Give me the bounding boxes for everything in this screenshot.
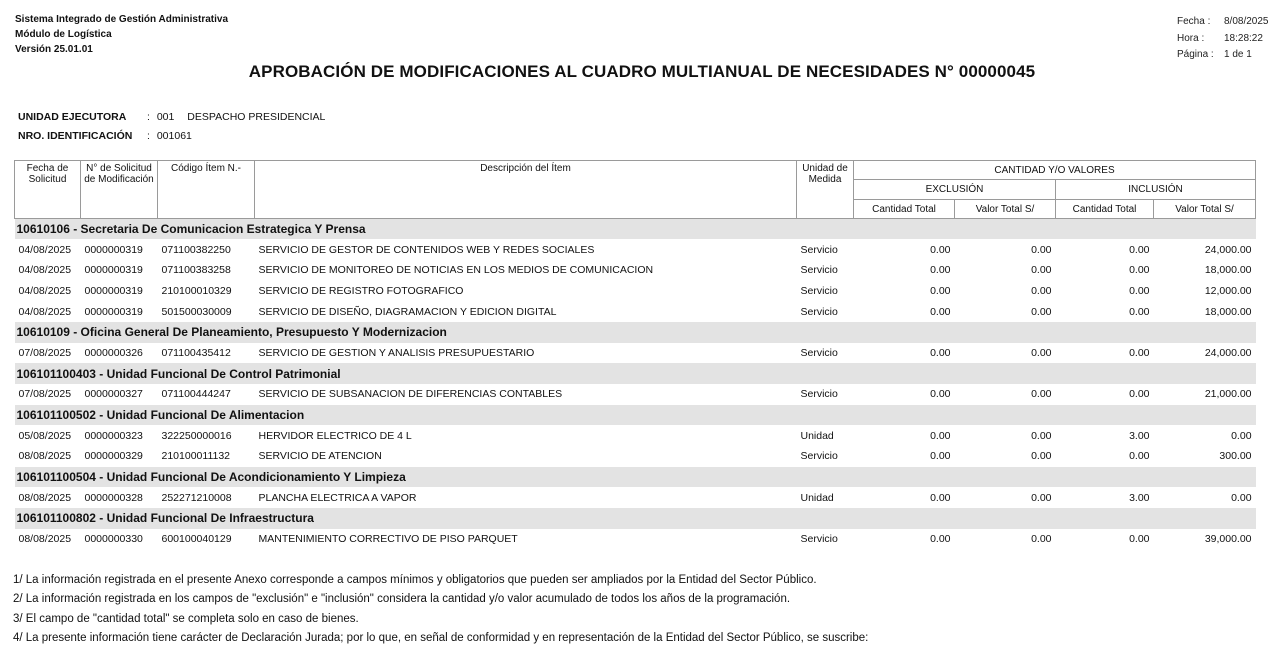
unidad-cell: Unidad [800, 429, 834, 442]
codigo-cell: 210100010329 [161, 284, 232, 297]
incl-cantidad-cell: 0.00 [1129, 305, 1150, 318]
excl-valor-cell: 0.00 [1031, 305, 1052, 318]
footnote: 2/ La información registrada en los campos de "exclusión" e "inclusión" considera la cantidad y/o valor acumulado de todos los años de la programación. [13, 593, 791, 606]
descripcion-cell: SERVICIO DE MONITOREO DE NOTICIAS EN LOS MEDIOS DE COMUNICACION [258, 264, 654, 277]
col-descripcion: Descripción del Ítem [255, 161, 797, 219]
incl-cantidad-cell: 0.00 [1129, 346, 1150, 359]
report-datetime [1177, 14, 1269, 64]
descripcion-cell: SERVICIO DE GESTION Y ANALISIS PRESUPUESTARIO [258, 346, 535, 359]
descripcion-cell: SERVICIO DE REGISTRO FOTOGRAFICO [258, 284, 464, 297]
descripcion-cell: SERVICIO DE SUBSANACION DE DIFERENCIAS CONTABLES [258, 388, 563, 401]
codigo-cell: 252271210008 [161, 491, 232, 504]
fecha-cell: 04/08/2025 [18, 243, 72, 256]
group-header-row [15, 405, 1256, 426]
unidad-cell: Servicio [800, 243, 838, 256]
incl-cantidad-cell: 0.00 [1129, 533, 1150, 546]
excl-cantidad-cell: 0.00 [930, 491, 951, 504]
descripcion-cell: HERVIDOR ELECTRICO DE 4 L [258, 429, 412, 442]
incl-cantidad-cell: 0.00 [1129, 450, 1150, 463]
excl-cantidad-cell: 0.00 [930, 284, 951, 297]
nro-label: NRO. IDENTIFICACIÓN [18, 130, 133, 142]
table-row [15, 239, 1256, 260]
unidad-code: 001 [156, 111, 175, 123]
excl-cantidad-cell: 0.00 [930, 388, 951, 401]
col-solicitud: N° de Solicitud de Modificación [81, 161, 158, 219]
fecha-cell: 07/08/2025 [18, 346, 72, 359]
unidad-cell: Unidad [800, 491, 834, 504]
excl-cantidad-cell: 0.00 [930, 264, 951, 277]
table-row [15, 487, 1256, 508]
col-codigo: Código Ítem N.- [158, 161, 255, 219]
fecha-cell: 08/08/2025 [18, 533, 72, 546]
col-incl-valor: Valor Total S/ [1154, 200, 1256, 219]
incl-valor-cell: 0.00 [1231, 491, 1252, 504]
codigo-cell: 210100011132 [161, 450, 231, 463]
unidad-cell: Servicio [800, 346, 838, 359]
solicitud-cell: 0000000330 [84, 533, 143, 546]
pagina-label: Página : [1177, 49, 1214, 60]
fecha-cell: 07/08/2025 [18, 388, 72, 401]
table-row [15, 384, 1256, 405]
excl-valor-cell: 0.00 [1031, 284, 1052, 297]
codigo-cell: 322250000016 [161, 429, 232, 442]
solicitud-cell: 0000000327 [84, 388, 143, 401]
unidad-ejecutora [18, 111, 325, 123]
table-row [15, 446, 1256, 467]
excl-valor-cell: 0.00 [1031, 264, 1052, 277]
unidad-sep: : [147, 111, 150, 123]
hora-label: Hora : [1177, 32, 1205, 44]
version-label: Versión 25.01.01 [15, 44, 93, 55]
col-inclusion: INCLUSIÓN [1056, 180, 1256, 200]
pagina-value: 1 de 1 [1224, 49, 1252, 60]
fecha-cell: 04/08/2025 [18, 284, 72, 297]
col-unidad: Unidad de Medida [797, 161, 854, 219]
table-row [15, 529, 1256, 550]
excl-cantidad-cell: 0.00 [930, 305, 951, 318]
table-row [15, 260, 1256, 281]
group-title: 106101100403 - Unidad Funcional De Control Patrimonial [15, 363, 1256, 384]
table-row [15, 301, 1256, 322]
unidad-cell: Servicio [800, 533, 838, 546]
solicitud-cell: 0000000323 [84, 429, 143, 442]
incl-cantidad-cell: 0.00 [1129, 284, 1150, 297]
fecha-cell: 05/08/2025 [18, 429, 72, 442]
table-row [15, 343, 1256, 364]
solicitud-cell: 0000000329 [84, 450, 143, 463]
codigo-cell: 071100444247 [161, 388, 231, 401]
excl-cantidad-cell: 0.00 [930, 429, 951, 442]
group-title: 106101100504 - Unidad Funcional De Acondicionamiento Y Limpieza [15, 467, 1256, 488]
footnote: 4/ La presente información tiene carácter de Declaración Jurada; por lo que, en señal de conformidad y en representación de la Entidad del Sector Público, se suscribe: [13, 631, 869, 644]
incl-valor-cell: 300.00 [1219, 450, 1252, 463]
group-title: 106101100502 - Unidad Funcional De Alimentacion [15, 405, 1256, 426]
report-title: APROBACIÓN DE MODIFICACIONES AL CUADRO MULTIANUAL DE NECESIDADES N° 00000045 [248, 62, 1036, 81]
table-row [15, 281, 1256, 302]
nro-value: 001061 [156, 130, 192, 142]
unidad-cell: Servicio [800, 450, 838, 463]
col-excl-cantidad: Cantidad Total [854, 200, 955, 219]
unidad-name: DESPACHO PRESIDENCIAL [187, 111, 326, 123]
footnote: 3/ El campo de "cantidad total" se completa solo en caso de bienes. [13, 612, 359, 625]
descripcion-cell: PLANCHA ELECTRICA A VAPOR [258, 491, 417, 504]
incl-valor-cell: 0.00 [1231, 429, 1252, 442]
unidad-cell: Servicio [800, 284, 838, 297]
group-header-row [15, 508, 1256, 529]
system-name: Sistema Integrado de Gestión Administrativa [15, 14, 229, 25]
descripcion-cell: MANTENIMIENTO CORRECTIVO DE PISO PARQUET [258, 533, 518, 546]
incl-valor-cell: 21,000.00 [1204, 388, 1252, 401]
solicitud-cell: 0000000319 [84, 243, 143, 256]
solicitud-cell: 0000000319 [84, 284, 143, 297]
col-incl-cantidad: Cantidad Total [1056, 200, 1154, 219]
col-excl-valor: Valor Total S/ [955, 200, 1056, 219]
fecha-value: 8/08/2025 [1224, 16, 1269, 27]
excl-cantidad-cell: 0.00 [930, 533, 951, 546]
incl-valor-cell: 24,000.00 [1204, 243, 1252, 256]
fecha-cell: 04/08/2025 [18, 305, 72, 318]
solicitud-cell: 0000000319 [84, 264, 143, 277]
unidad-label: UNIDAD EJECUTORA [18, 111, 127, 123]
descripcion-cell: SERVICIO DE DISEÑO, DIAGRAMACION Y EDICION DIGITAL [258, 305, 557, 318]
group-header-row [15, 322, 1256, 343]
incl-cantidad-cell: 3.00 [1129, 429, 1150, 442]
excl-valor-cell: 0.00 [1031, 429, 1052, 442]
descripcion-cell: SERVICIO DE ATENCION [258, 450, 382, 463]
descripcion-cell: SERVICIO DE GESTOR DE CONTENIDOS WEB Y REDES SOCIALES [258, 243, 595, 256]
hora-value: 18:28:22 [1224, 32, 1263, 44]
excl-cantidad-cell: 0.00 [930, 243, 951, 256]
excl-valor-cell: 0.00 [1031, 388, 1052, 401]
incl-cantidad-cell: 3.00 [1129, 491, 1150, 504]
needs-table [14, 160, 1256, 550]
excl-cantidad-cell: 0.00 [930, 346, 951, 359]
fecha-label: Fecha : [1177, 16, 1211, 27]
excl-cantidad-cell: 0.00 [930, 450, 951, 463]
fecha-cell: 04/08/2025 [18, 264, 72, 277]
unidad-cell: Servicio [800, 388, 838, 401]
codigo-cell: 600100040129 [161, 533, 232, 546]
solicitud-cell: 0000000326 [84, 346, 143, 359]
incl-cantidad-cell: 0.00 [1129, 243, 1150, 256]
incl-valor-cell: 18,000.00 [1204, 305, 1252, 318]
group-header-row [15, 467, 1256, 488]
module-name: Módulo de Logística [15, 29, 112, 40]
footnote: 1/ La información registrada en el presente Anexo corresponde a campos mínimos y obligatorios que pueden ser ampliados por la Entidad del Sector Público. [13, 574, 817, 586]
footnotes [13, 571, 868, 648]
nro-identificacion [18, 130, 192, 142]
codigo-cell: 071100383258 [161, 264, 231, 277]
table-body [15, 219, 1256, 550]
col-cantidad-valores: CANTIDAD Y/O VALORES [854, 161, 1256, 180]
incl-cantidad-cell: 0.00 [1129, 388, 1150, 401]
unidad-cell: Servicio [800, 305, 838, 318]
incl-valor-cell: 39,000.00 [1204, 533, 1252, 546]
excl-valor-cell: 0.00 [1031, 346, 1052, 359]
group-title: 10610109 - Oficina General De Planeamiento, Presupuesto Y Modernizacion [15, 322, 1256, 343]
excl-valor-cell: 0.00 [1031, 533, 1052, 546]
incl-valor-cell: 24,000.00 [1204, 346, 1252, 359]
group-title: 106101100802 - Unidad Funcional De Infraestructura [15, 508, 1256, 529]
excl-valor-cell: 0.00 [1031, 243, 1052, 256]
solicitud-cell: 0000000319 [84, 305, 143, 318]
col-fecha: Fecha de Solicitud [15, 161, 81, 219]
solicitud-cell: 0000000328 [84, 491, 143, 504]
codigo-cell: 501500030009 [161, 305, 232, 318]
excl-valor-cell: 0.00 [1031, 450, 1052, 463]
incl-cantidad-cell: 0.00 [1129, 264, 1150, 277]
codigo-cell: 071100435412 [161, 346, 231, 359]
group-title: 10610106 - Secretaria De Comunicacion Estrategica Y Prensa [15, 219, 1256, 240]
unidad-cell: Servicio [800, 264, 838, 277]
nro-sep: : [147, 130, 150, 142]
group-header-row [15, 363, 1256, 384]
col-exclusion: EXCLUSIÓN [854, 180, 1056, 200]
fecha-cell: 08/08/2025 [18, 450, 72, 463]
incl-valor-cell: 18,000.00 [1204, 264, 1252, 277]
system-info [15, 12, 228, 57]
excl-valor-cell: 0.00 [1031, 491, 1052, 504]
fecha-cell: 08/08/2025 [18, 491, 72, 504]
table-row [15, 425, 1256, 446]
incl-valor-cell: 12,000.00 [1204, 284, 1252, 297]
codigo-cell: 071100382250 [161, 243, 231, 256]
group-header-row [15, 219, 1256, 240]
